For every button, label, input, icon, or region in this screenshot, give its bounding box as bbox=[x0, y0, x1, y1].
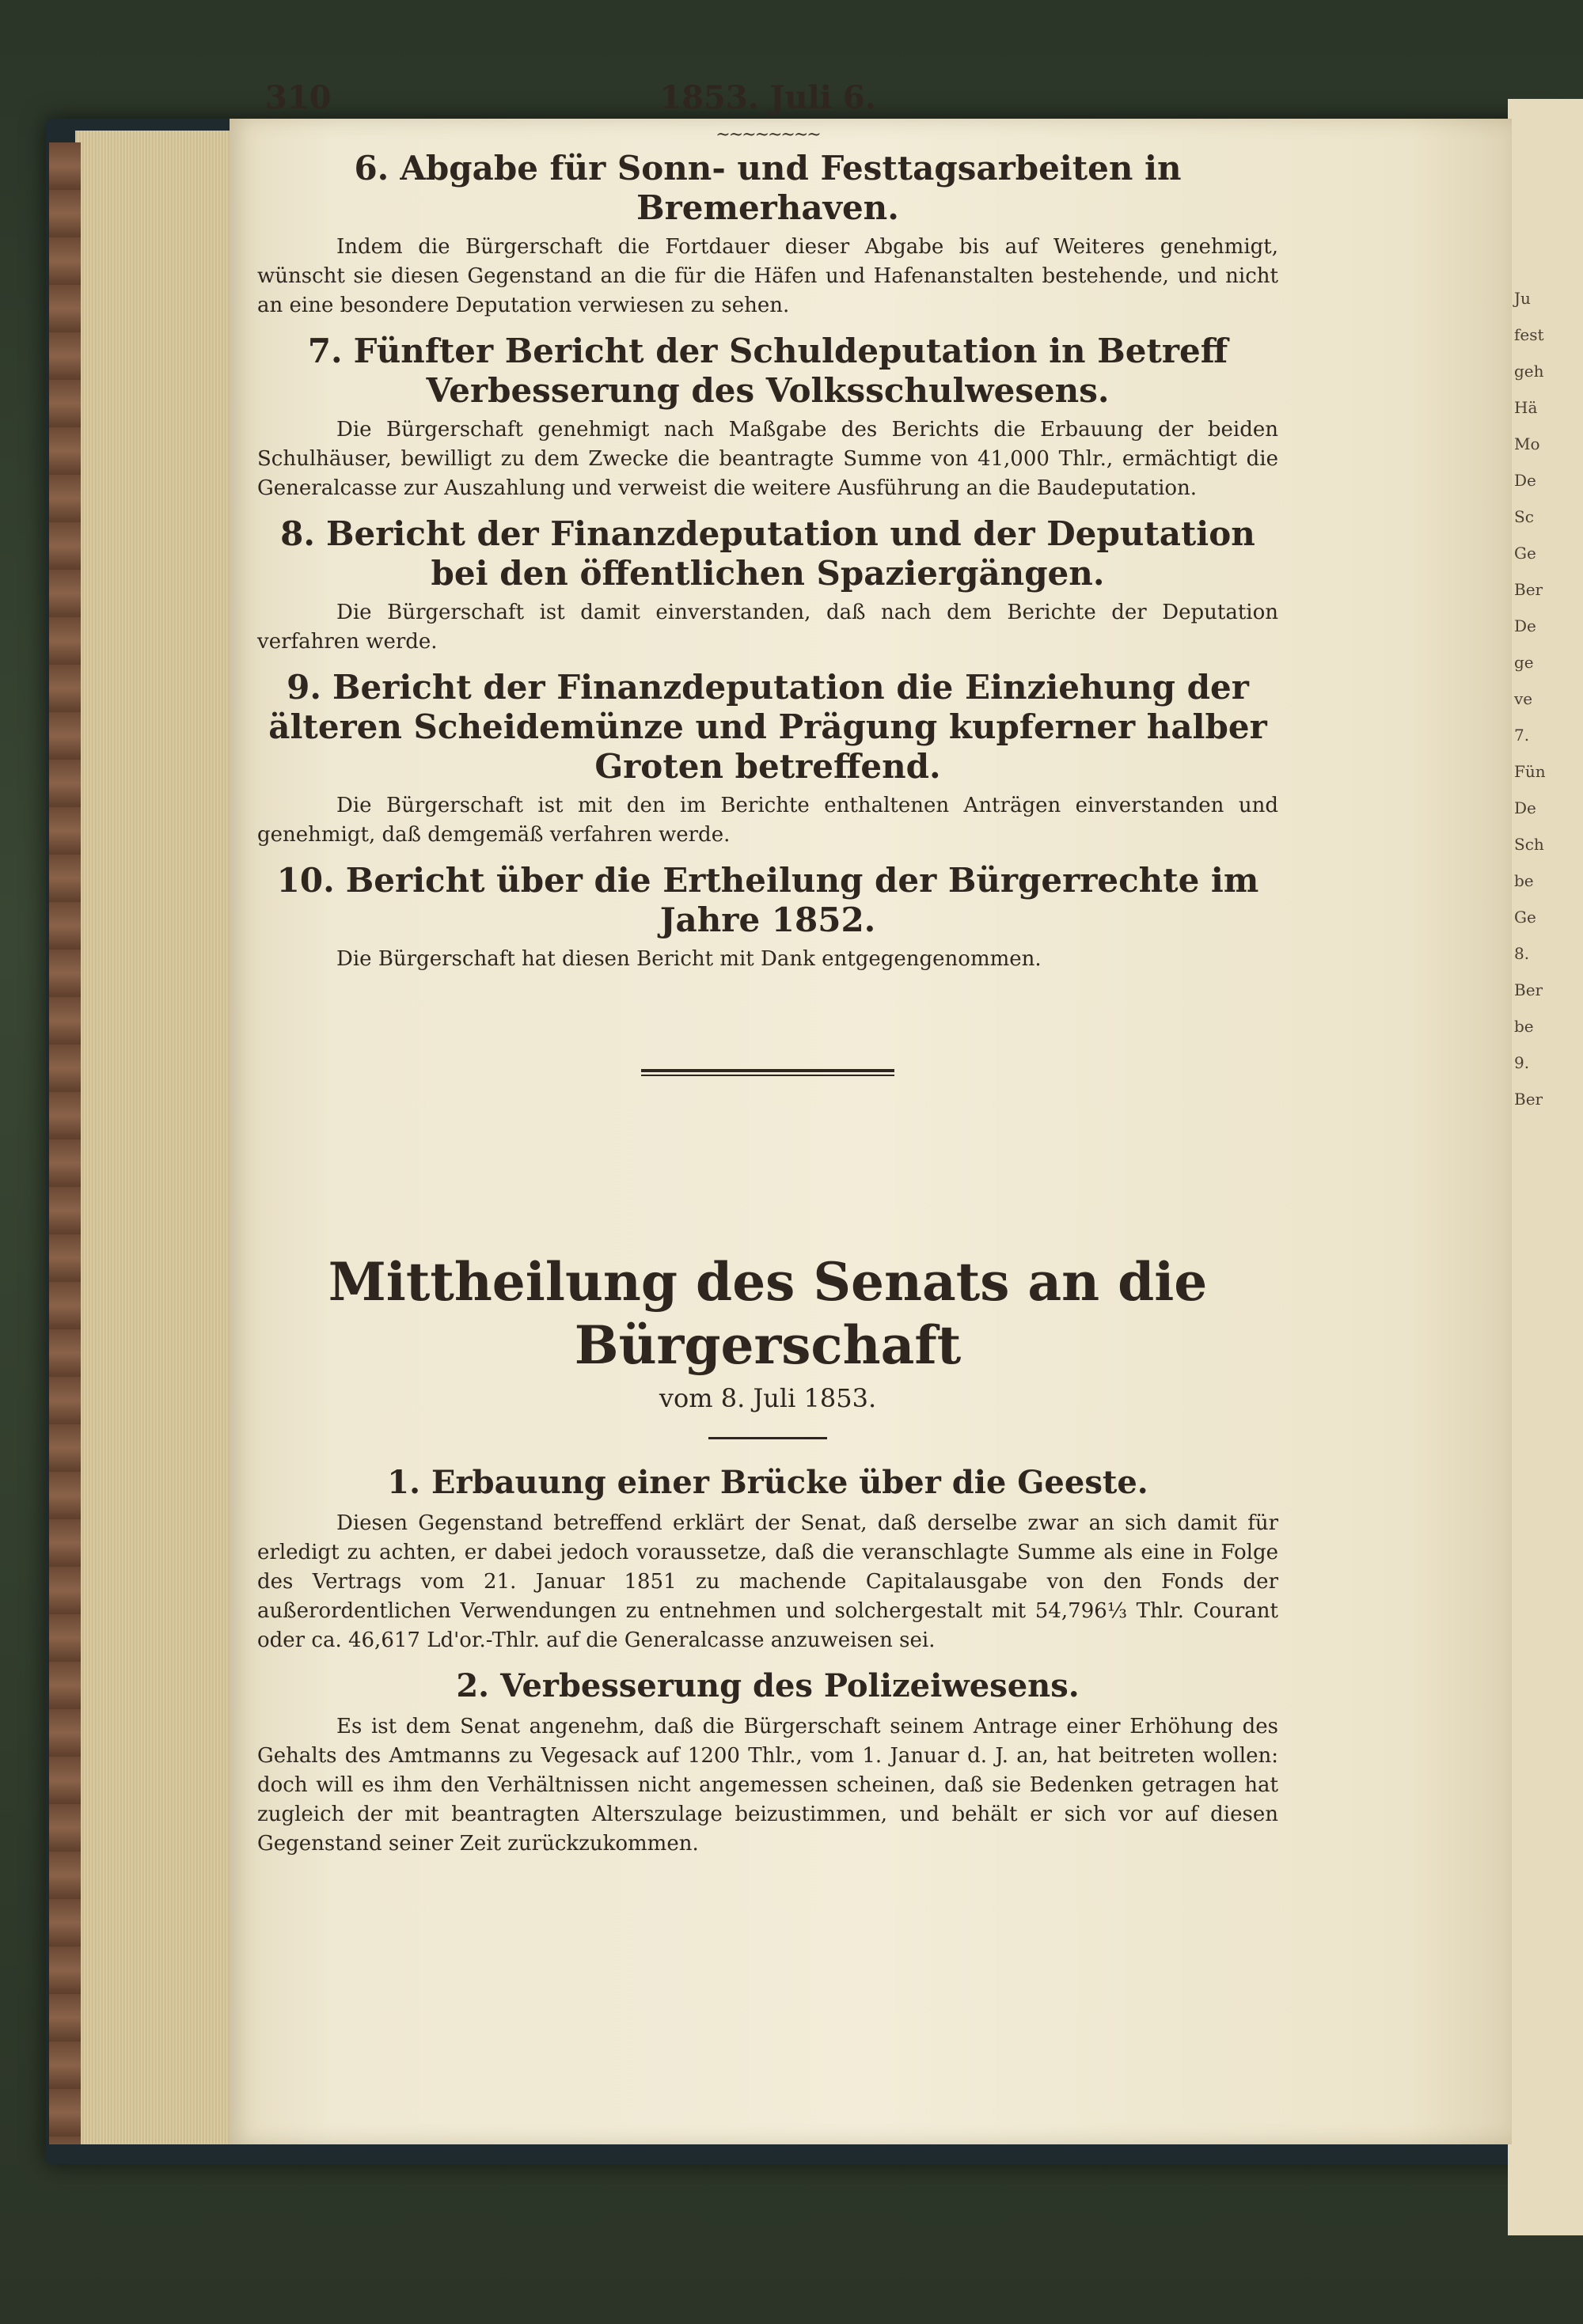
item-10 bbox=[257, 861, 1278, 974]
facing-page-text: be bbox=[1514, 871, 1534, 890]
item-title: 9. Bericht der Finanzdeputation die Einziehung der älteren Scheidemünze und Prägung kupferner halber Groten betreffend. bbox=[268, 668, 1267, 786]
page-header bbox=[257, 79, 1278, 127]
item-text: Die Bürgerschaft ist damit einverstanden, daß nach dem Berichte der Deputation verfahren werde. bbox=[257, 601, 1278, 654]
item-title: 7. Fünfter Bericht der Schuldeputation in Betreff Verbesserung des Volksschulwesens. bbox=[307, 332, 1228, 410]
item-text: Die Bürgerschaft genehmigt nach Maßgabe des Berichts die Erbauung der beiden Schulhäuser, bewilligt zu dem Zwecke die beantragte Summe von 41,000 Thlr., ermächtigt die Generalcasse zur Auszahlung und verweist die weitere Ausführung an die Baudeputation. bbox=[257, 418, 1278, 500]
facing-page-text: Ber bbox=[1514, 980, 1543, 999]
item-text: Indem die Bürgerschaft die Fortdauer dieser Abgabe bis auf Weiteres genehmigt, wünscht sie diesen Gegenstand an die für die Häfen und Hafenanstalten bestehende, und nicht an eine besondere Deputation verwiesen zu sehen. bbox=[257, 235, 1278, 317]
facing-page-text: De bbox=[1514, 471, 1536, 490]
page-date: 1853. Juli 6. bbox=[659, 79, 876, 116]
short-divider bbox=[708, 1437, 827, 1439]
facing-page-text: fest bbox=[1514, 325, 1544, 344]
facing-page-text: Hä bbox=[1514, 398, 1538, 417]
facing-page-text: be bbox=[1514, 1017, 1534, 1036]
facing-page-text: 8. bbox=[1514, 944, 1530, 963]
facing-page-text: Ber bbox=[1514, 1090, 1543, 1109]
facing-page-text: Fün bbox=[1514, 762, 1546, 781]
facing-page-text: 9. bbox=[1514, 1053, 1530, 1072]
facing-page-fragment bbox=[1508, 99, 1583, 2235]
page-content bbox=[257, 79, 1278, 1870]
item-8 bbox=[257, 514, 1278, 657]
section-subtitle: vom 8. Juli 1853. bbox=[659, 1383, 877, 1413]
facing-page-text: Ju bbox=[1514, 289, 1531, 308]
section-title: Mittheilung des Senats an die Bürgerschaft bbox=[328, 1251, 1208, 1376]
senate-item-text: Diesen Gegenstand betreffend erklärt der Senat, daß derselbe zwar an sich damit für erledigt zu achten, er dabei jedoch voraussetze, daß die veranschlagte Summe als eine in Folge des Vertrags vom 21. Januar 1851 zu machende Capitalausgabe von den Fonds der außerordentlichen Verwendungen zu entnehmen und solchergestalt mit 54,796⅓ Thlr. Courant oder ca. 46,617 Ld'or.-Thlr. auf die Generalcasse anzuweisen sei. bbox=[257, 1511, 1278, 1652]
item-text: Die Bürgerschaft hat diesen Bericht mit Dank entgegengenommen. bbox=[336, 947, 1042, 971]
facing-page-text: De bbox=[1514, 798, 1536, 817]
facing-page-text: Mo bbox=[1514, 434, 1540, 453]
page-number: 310 bbox=[265, 79, 332, 116]
facing-page-text: Ge bbox=[1514, 544, 1536, 563]
item-text: Die Bürgerschaft ist mit den im Berichte enthaltenen Anträgen einverstanden und genehmigt, daß demgemäß verfahren werde. bbox=[257, 794, 1278, 847]
senate-item-text: Es ist dem Senat angenehm, daß die Bürgerschaft seinem Antrage einer Erhöhung des Gehalts des Amtmanns zu Vegesack auf 1200 Thlr., vom 1. Januar d. J. an, hat beitreten wollen: doch will es ihm den Verhältnissen nicht angemessen scheinen, daß sie Bedenken getragen hat zugleich der mit beantragten Alterszulage beizustimmen, und behält er sich vor auf diesen Gegenstand seiner Zeit zurückzukommen. bbox=[257, 1715, 1278, 1856]
header-ornament: ~~~~~~~~ bbox=[716, 125, 820, 145]
item-6 bbox=[257, 149, 1278, 320]
facing-page-text: ve bbox=[1514, 689, 1533, 708]
senate-item-title: 1. Erbauung einer Brücke über die Geeste. bbox=[387, 1464, 1148, 1501]
facing-page-text: ge bbox=[1514, 653, 1534, 672]
facing-page-text: 7. bbox=[1514, 726, 1530, 745]
item-title: 6. Abgabe für Sonn- und Festtagsarbeiten in Bremerhaven. bbox=[354, 149, 1182, 227]
facing-page-text: Sc bbox=[1514, 507, 1534, 526]
senate-item-title: 2. Verbesserung des Polizeiwesens. bbox=[456, 1667, 1080, 1704]
item-title: 8. Bericht der Finanzdeputation und der Deputation bei den öffentlichen Spaziergängen. bbox=[280, 514, 1255, 593]
page-edges bbox=[75, 131, 233, 2144]
item-7 bbox=[257, 332, 1278, 503]
section-divider bbox=[641, 1069, 894, 1076]
facing-page-text: De bbox=[1514, 616, 1536, 635]
facing-page-text: Ge bbox=[1514, 908, 1536, 927]
facing-page-text: Ber bbox=[1514, 580, 1543, 599]
item-title: 10. Bericht über die Ertheilung der Bürgerrechte im Jahre 1852. bbox=[276, 861, 1259, 939]
book-spine bbox=[49, 142, 81, 2144]
facing-page-text: Sch bbox=[1514, 835, 1544, 854]
item-9 bbox=[257, 668, 1278, 850]
senate-item-2 bbox=[257, 1666, 1278, 1859]
facing-page-text: geh bbox=[1514, 362, 1544, 381]
senate-item-1 bbox=[257, 1463, 1278, 1655]
